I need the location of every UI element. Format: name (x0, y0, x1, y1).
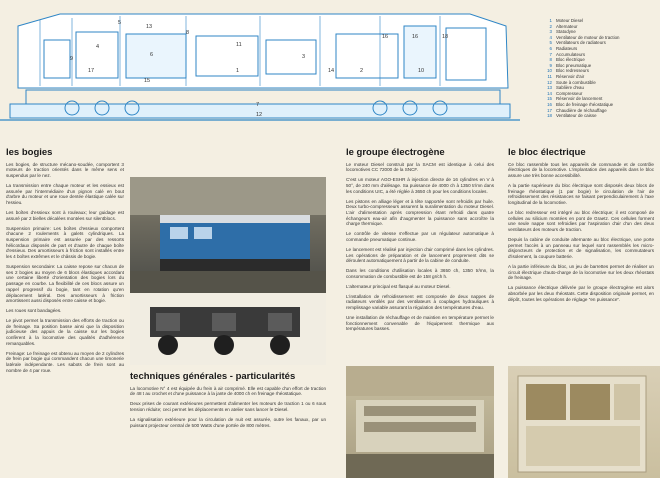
paragraph: A la partie inférieure du bloc, un jeu de barrettes permet de réaliser un circuit électrique d'auto-charge de la locomotive sur les deux rhéostats de freinage. (508, 264, 654, 281)
paragraph: A la partie supérieure du bloc électrique sont disposés deux blocs de freinage rhéostatique (1 par bogie) le circulation de l'air de refroidissement des résistances se faisant perpendiculairement à l'axe longitudinal de la locomotive. (508, 183, 654, 206)
legend-item: 3 Statodyne (549, 29, 576, 35)
electrical-block-photo (508, 366, 660, 478)
callout-11: 11 (236, 42, 242, 48)
legend-item: 13 Sablière d'eau (547, 85, 584, 91)
callout-16a: 16 (382, 34, 389, 40)
paragraph: Le lancement est réalisé par injection d'air comprimé dans les cylindres. Les opérations de préparation et de lancement proprement dits se déroulent automatiquement à partir de la cabine de conduite. (346, 246, 494, 264)
column-bloc-electrique (508, 147, 654, 307)
paragraph: Suspension primaire: Les boîtes d'essieux comportent chacune 2 roulements à galets cylindriques. La suspension primaire est assurée par des ressorts hélicoïdaux disposés de part et d'autre de chaque boîte d'essieux. Des amortisseurs à friction sont installés entre les 4 boîtes extrêmes et le châssis de bogie. (6, 225, 124, 260)
heading-bloc-electrique: le bloc électrique (508, 147, 586, 158)
legend-item: 14 Compresseur (547, 90, 583, 96)
callout-6: 6 (150, 52, 154, 58)
callout-9: 9 (70, 56, 74, 62)
callout-1: 1 (236, 68, 240, 74)
column-techniques (130, 371, 326, 432)
callout-17: 17 (88, 68, 95, 74)
callout-7: 7 (256, 102, 260, 108)
column-groupe-electrogene (346, 147, 494, 336)
locomotive-cutaway-diagram (0, 0, 520, 142)
heading-bogies: les bogies (6, 147, 53, 158)
callout-12: 12 (256, 112, 263, 118)
paragraph: Les roues sont bandagées. (6, 308, 62, 314)
column-bogies (6, 147, 124, 378)
callout-4: 4 (96, 44, 100, 50)
callout-8: 8 (186, 30, 190, 36)
bogie-photo (130, 293, 326, 365)
paragraph: La signalisation extérieure pour la circulation de nuit est assurée, outre les fanaux, par un puissant projecteur central de 500 Watts d'une portée de 800 mètres. (130, 416, 326, 428)
paragraph: Le bloc redresseur est intégré au bloc électrique; il est composé de cellules au silicium montées en pont de Graetz. Ces cellules forment une seule nappe sont refroidies par l'aspiration d'air d'un des deux ventilateurs des moteurs de traction. (508, 210, 654, 233)
legend-item: 12 Soute à combustible (547, 79, 596, 85)
paragraph: C'est un moteur AGO-ESHR à injection directe de 16 cylindres en V à 50°, de 240 mm d'alésage. Sa puissance de 4000 ch à 1350 tr/mn dans les conditions UIC, a été réglée à 3650 ch pour les conditions locales. (346, 177, 494, 194)
paragraph: La puissance électrique délivrée par le groupe électrogène est alors absorbée par les deux rhéostats. Cette disposition originale permet, en dépôt, toutes les opérations de réglage "en puissance". (508, 285, 654, 302)
legend-item: 4 Ventilateur de moteur de traction (549, 34, 620, 40)
paragraph: Une installation de réchauffage et de maintien en température permet le fonctionnement convenable de l'équipement thermique aux températures basses. (346, 314, 494, 332)
callout-5: 5 (118, 20, 122, 26)
callout-14: 14 (328, 68, 335, 74)
paragraph: Freinage: Le freinage est obtenu au moyen de 2 cylindres de frein par bogie qui commandent chacun une timonerie latérale indépendante. Les sabots de frein sont au nombre de 4 par roue. (6, 350, 124, 373)
legend-item: 11 Réservoir d'air (547, 73, 585, 79)
heading-groupe-electrogene: le groupe électrogène (346, 147, 445, 158)
paragraph: Suspension secondaire: La caisse repose sur chacun de ses 2 bogies au moyen de 6 blocs élastiques accordant une certaine liberté d'orientation des bogies lors du passage en courbe. La flexibilité de ces blocs assure un rappel progressif du bogie, tant en rotation qu'en déplacement latéral. Des amortisseurs à friction amortissent aussi disposés entre caisse et bogie. (6, 264, 124, 304)
legend-item: 9 Bloc pneumatique (549, 62, 592, 68)
legend-item: 5 Ventilateurs de radiateurs (549, 40, 606, 46)
diesel-engine-photo (346, 366, 494, 478)
legend-item: 17 Chaudière de réchauffage (547, 107, 607, 113)
legend-item: 16 Bloc de freinage rhéostatique (547, 101, 614, 107)
paragraph: Dans les conditions d'utilisation locales à 3650 ch, 1350 tr/mn, la consommation de combustible est de 158 gr/ch h. (346, 268, 494, 279)
paragraph: L'installation de refroidissement est composée de deux nappes de radiateurs ventilés par des ventilateurs à couplages hydrauliques à remplissage variable assurant la régulation des températures d'eau. (346, 293, 494, 311)
paragraph: Les pistons en alliage léger et à tête rapportée sont refroidis par huile. Deux turbo-compresseurs assurent la suralimentation du moteur Diesel. L'air d'alimentation après compression étant refroidi dans quatre échangeurs eau-air afin d'augmenter la puissance sans accroître la charge thermique. (346, 198, 494, 227)
callout-16b: 16 (412, 34, 419, 40)
callout-13: 13 (146, 24, 153, 30)
paragraph: Le moteur Diesel construit par la SACM est identique à celui des locomotives CC 72000 de la SNCF. (346, 161, 494, 173)
paragraph: Depuis la cabine de conduite alternante au bloc électrique, une porte permet l'accès à un panneau sur lequel sont rassemblés les micro-disjoncteurs de protection et de signalisation, les commutateurs d'isolement, la coupure batterie. (508, 237, 654, 260)
paragraph: L'alternateur principal est flasqué au moteur Diesel. (346, 283, 451, 289)
paragraph: Les bogies, de structure mécano-soudée, comportent 3 moteurs de traction orientés dans le même sens et suspendus par le nez. (6, 161, 124, 179)
callout-15: 15 (144, 78, 151, 84)
legend-item: 15 Réservoir de lancement (547, 96, 603, 102)
callout-2: 2 (360, 68, 364, 74)
paragraph: Le contrôle de vitesse s'effectue par un régulateur automatique à commande pneumatique continue. (346, 231, 494, 242)
legend-item: 7 Accumulateurs (549, 51, 586, 57)
paragraph: La locomotive N° 4 est équipée du frein à air comprimé. Elle est capable d'un effort de traction de 48 t au crochet et d'une puissance à la jante de 4000 ch en freinage rhéostatique. (130, 385, 326, 397)
legend-item: 2 Alternateur (549, 23, 578, 29)
diagram-legend (540, 18, 658, 119)
callout-10: 10 (418, 68, 425, 74)
paragraph: Les boîtes d'essieux sont à rouleaux; leur guidage est assuré par 2 bielles décalées montées sur silentblocs. (6, 210, 124, 221)
legend-item: 1 Moteur Diesel (549, 18, 584, 23)
paragraph: Le pivot permet la transmission des efforts de traction ou de freinage. Sa position basse ainsi que la disposition judicieuse des appuis de la caisse sur les bogies confèrent à la locomotive des qualités d'adhérence remarquables. (6, 318, 124, 346)
paragraph: La transmission entre chaque moteur et les essieux est assurée par l'intermédiaire d'un pignon calé en bout d'arbre du moteur et une roue dentée élastique calée sur l'essieu. (6, 183, 124, 206)
legend-item: 18 Ventilateur de caisse (547, 113, 597, 119)
legend-item: 10 Bloc redresseurs (547, 68, 589, 74)
legend-item: 8 Bloc électrique (549, 57, 585, 63)
top-section (0, 0, 660, 142)
callout-18: 18 (442, 34, 449, 40)
callout-3: 3 (302, 54, 306, 60)
paragraph: Ce bloc rassemble tous les appareils de commande et de contrôle électriques de la locomotive. L'implantation des appareils dans le bloc assure une très bonne accessibilité. (508, 161, 654, 179)
paragraph: Deux prises de courant extérieures permettent d'alimenter les moteurs de traction 1 ou 6 sous tension réduite; ceci permet les déplacements en atelier sans lancer le Diesel. (130, 401, 326, 412)
legend-item: 6 Radiateurs (549, 45, 578, 51)
heading-techniques: techniques générales - particularités (130, 371, 296, 382)
locomotive-workshop-photo (130, 177, 326, 293)
